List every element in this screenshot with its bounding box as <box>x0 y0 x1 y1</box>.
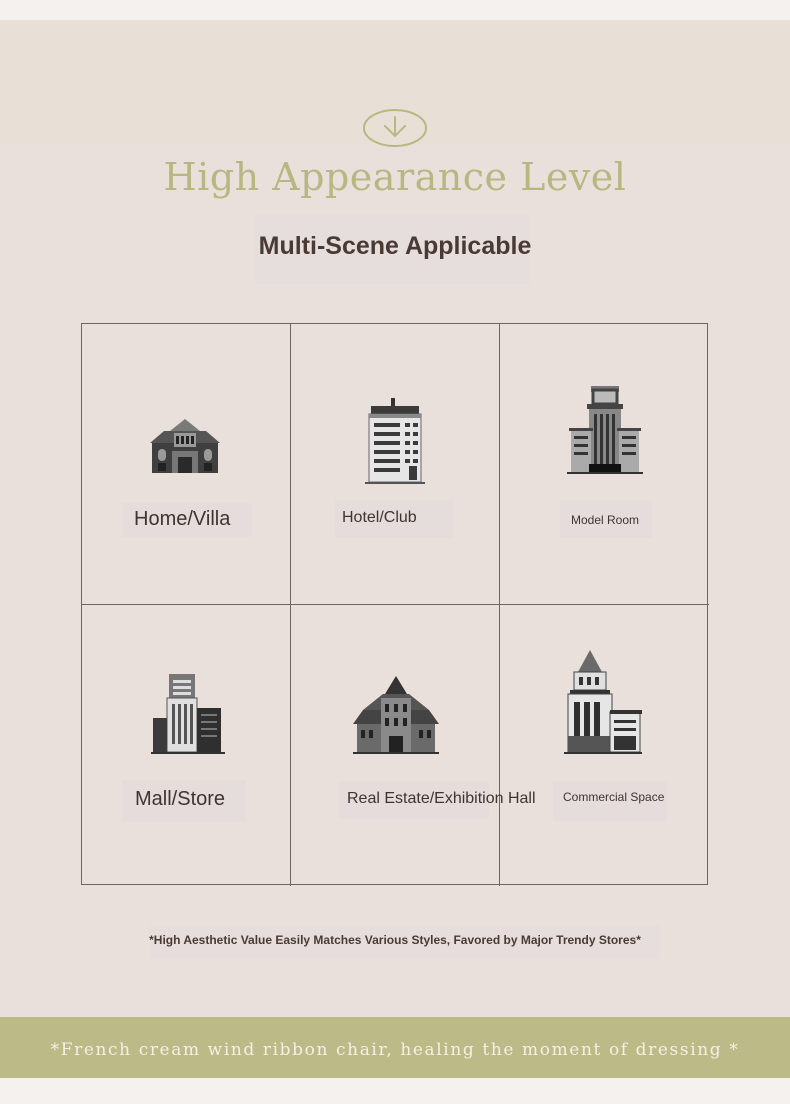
scene-cell-hotel-club <box>291 324 500 605</box>
down-arrow-badge-icon <box>363 109 427 147</box>
banner-text: *French cream wind ribbon chair, healing the moment of dressing * <box>50 1040 740 1060</box>
scene-label: Model Room <box>571 513 640 527</box>
page-title: High Appearance Level <box>163 155 627 199</box>
scene-grid <box>81 323 708 885</box>
mall-building-icon <box>151 674 225 754</box>
page-background <box>0 20 790 1078</box>
scene-cell-model-room <box>500 324 709 605</box>
scene-label: Mall/Store <box>135 788 226 810</box>
page-subtitle: Multi-Scene Applicable <box>258 232 532 260</box>
hotel-tower-icon <box>365 398 425 484</box>
scene-label: Commercial Space <box>563 790 665 804</box>
scene-label: Real Estate/Exhibition Hall <box>347 790 536 807</box>
exhibition-hall-icon <box>353 676 439 754</box>
commercial-tower-icon <box>564 650 642 754</box>
model-room-building-icon <box>567 386 643 474</box>
scene-cell-real-estate-exhibition-hall <box>291 605 536 886</box>
scene-label: Home/Villa <box>134 508 231 530</box>
scene-cell-commercial-space <box>500 605 709 886</box>
scene-label: Hotel/Club <box>342 509 417 526</box>
villa-building-icon <box>148 417 222 475</box>
footnote-text: *High Aesthetic Value Easily Matches Various Styles, Favored by Major Trendy Stores* <box>149 933 641 947</box>
scene-cell-mall-store <box>82 605 291 886</box>
scene-cell-home-villa <box>82 324 291 605</box>
